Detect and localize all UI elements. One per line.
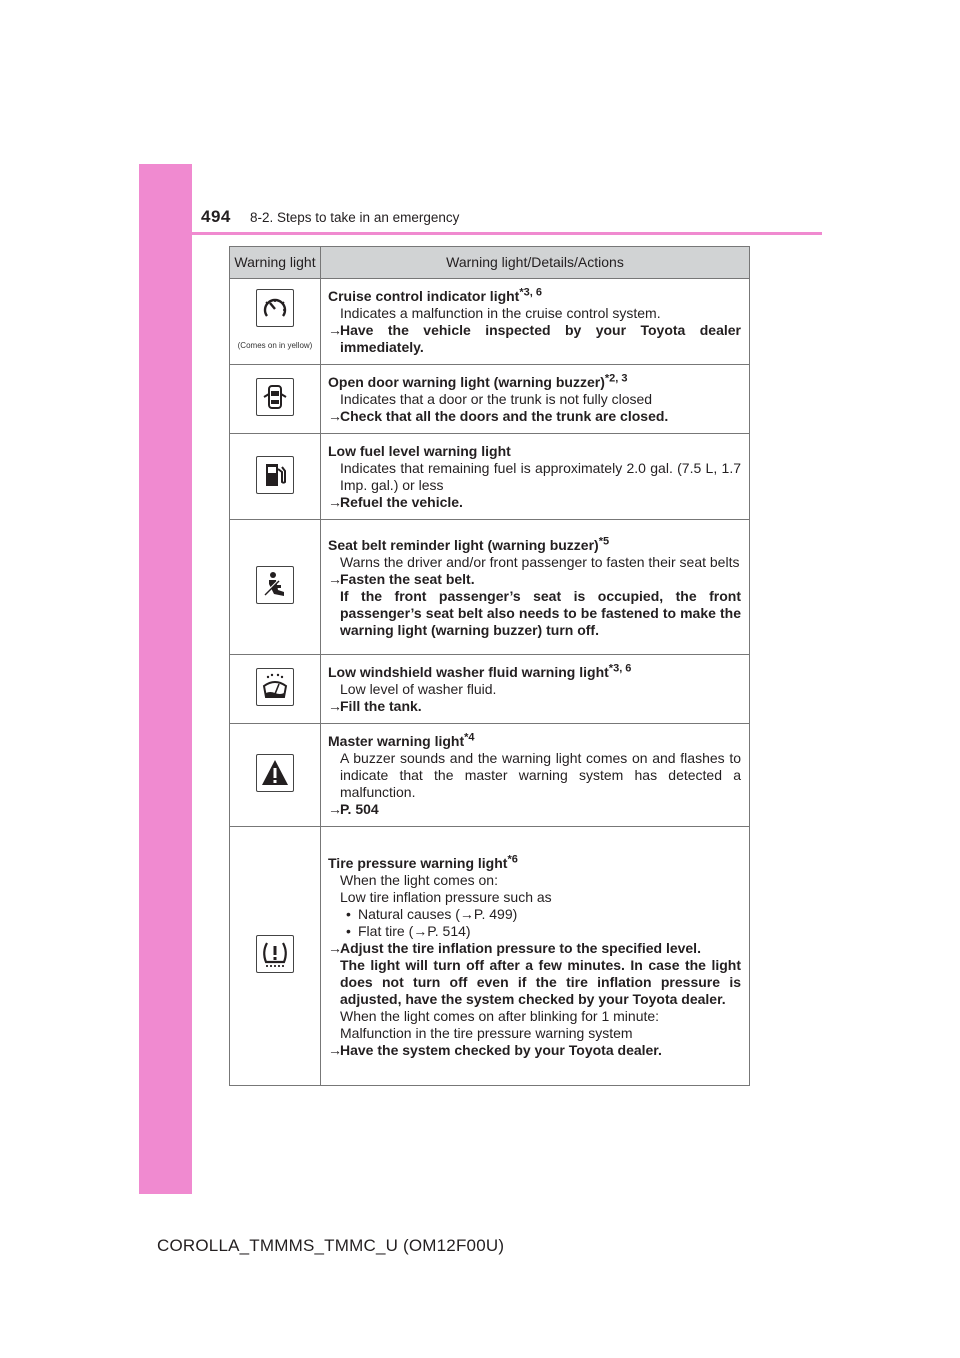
column-header-warning-light: Warning light [230,247,321,279]
section-title: 8-2. Steps to take in an emergency [250,210,460,225]
table-row [230,724,750,827]
table-row [230,655,750,724]
washer-fluid-warning-icon [256,668,294,706]
warning-action: → Refuel the vehicle. [328,494,463,510]
warning-title: Seat belt reminder light (warning buzzer)$^{*5}$ [328,534,610,553]
warning-action: → P. 504 [328,801,379,817]
warning-title: Master warning light$^{*4}$ [328,731,475,749]
warning-light-table [229,246,750,1086]
warning-description: A buzzer sounds and the warning light comes on and flashes to indicate that the master warning system has detected a malfunction. [340,750,741,800]
table-row [230,827,750,1086]
warning-title: Tire pressure warning light$^{*6}$ [328,852,518,871]
tire-pressure-warning-icon [256,935,294,973]
warning-action: → Have the vehicle inspected by your Toyota dealer immediately. [328,322,741,355]
open-door-warning-icon [256,378,294,416]
warning-action: → Fasten the seat belt. [328,570,475,587]
table-row [230,520,750,655]
warning-action: → Fill the tank. [328,698,422,714]
warning-description: When the light comes on: [340,871,498,888]
seat-belt-reminder-icon [256,566,294,604]
warning-description: Low level of washer fluid. [340,681,497,697]
cruise-control-indicator-icon [256,289,294,327]
warning-action: → Adjust the tire inflation pressure to the specified level. [328,939,701,956]
warning-description: Malfunction in the tire pressure warning system [340,1024,633,1041]
table-header-row [230,247,750,279]
warning-title: Open door warning light (warning buzzer)$^{*2, 3}$ [328,372,628,390]
warning-description: Indicates a malfunction in the cruise control system. [340,305,661,321]
warning-title: Low fuel level warning light [328,443,511,459]
page-header [139,200,821,234]
section-side-tab [139,164,192,1194]
low-fuel-warning-icon [256,456,294,494]
warning-action: → Have the system checked by your Toyota dealer. [328,1041,662,1058]
warning-action: → Check that all the doors and the trunk are closed. [328,408,669,424]
document-code: COROLLA_TMMMS_TMMC_U (OM12F00U) [157,1236,505,1255]
cause-list-item: • Natural causes (→P. 499) [346,905,518,922]
header-divider [139,232,822,235]
master-warning-icon [256,754,294,792]
warning-title: Low windshield washer fluid warning light$^{*3, 6}$ [328,662,632,680]
column-header-details: Warning light/Details/Actions [321,247,750,279]
warning-description: Indicates that a door or the trunk is not fully closed [340,391,653,407]
warning-description: Indicates that remaining fuel is approximately 2.0 gal. (7.5 L, 1.7 Imp. gal.) or less [340,460,741,493]
cause-list-item: • Flat tire (→P. 514) [346,922,471,939]
warning-title: Cruise control indicator light$^{*3, 6}$ [328,286,542,304]
table-row [230,365,750,434]
table-row [230,434,750,520]
warning-description: Low tire inflation pressure such as [340,888,552,905]
warning-description: When the light comes on after blinking for 1 minute: [340,1007,660,1024]
warning-action-detail: The light will turn off after a few minutes. In case the light does not turn off even if the tire inflation pressure is adjusted, have the system checked by your Toyota dealer. [340,956,741,1007]
page-number: 494 [201,207,231,226]
icon-note: (Comes on in yellow) [237,341,313,350]
warning-description: Warns the driver and/or front passenger to fasten their seat belts [340,553,740,570]
table-row [230,279,750,365]
warning-action-detail: If the front passenger’s seat is occupied, the front passenger’s seat belt also needs to be fastened to make the warning light (warning buzzer) turn off. [340,587,741,638]
